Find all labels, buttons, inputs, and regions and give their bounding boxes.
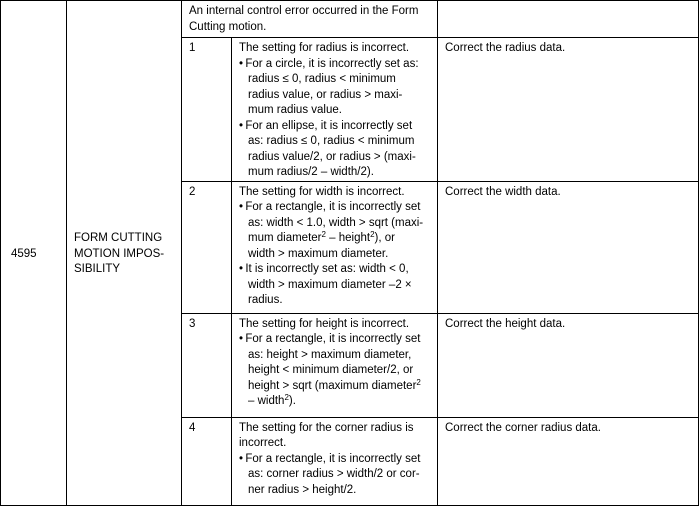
cause-description-cell (232, 38, 438, 182)
bullet-line-mid: – height (325, 232, 371, 244)
bullet-line: ner radius > height/2. (248, 483, 357, 496)
bullet-line: It is incorrectly set as: width < 0, (245, 263, 409, 275)
remedy-text: Correct the width data. (445, 185, 561, 198)
cause-number-cell (182, 181, 232, 313)
cause-bullet (239, 200, 433, 262)
bullet-line: radius ≤ 0, radius < minimum (248, 73, 396, 85)
cause-title: The setting for height is incorrect. (239, 317, 410, 330)
summary-row (1, 1, 699, 38)
cause-title: The setting for width is incorrect. (239, 185, 405, 198)
error-summary-cell (182, 1, 438, 38)
remedy-text: Correct the radius data. (445, 42, 566, 54)
bullet-line: For an ellipse, it is incorrectly set (245, 119, 413, 132)
superscript: 2 (284, 393, 289, 402)
error-name-line: SIBILITY (74, 263, 121, 275)
bullet-line-pre: height > sqrt (maximum diameter (248, 379, 417, 392)
bullet-icon: • (239, 263, 246, 275)
bullet-line: as: corner radius > width/2 or cor- (248, 468, 420, 480)
superscript: 2 (321, 230, 326, 239)
bullet-line-pre: – width (248, 395, 285, 407)
cause-description-cell (232, 417, 438, 505)
remedy-text: Correct the corner radius data. (445, 421, 601, 434)
bullet-line: as: width < 1.0, width > sqrt (maxi- (248, 216, 424, 229)
remedy-cell (438, 417, 699, 505)
cause-title: The setting for radius is incorrect. (239, 42, 410, 54)
bullet-line: as: height > maximum diameter, (248, 348, 412, 361)
superscript: 2 (370, 230, 375, 239)
bullet-line-pre: mum diameter (248, 232, 322, 244)
error-code-cell (1, 1, 67, 506)
cause-bullet (239, 452, 433, 499)
bullet-line: For a rectangle, it is incorrectly set (245, 333, 421, 345)
cause-bullet (239, 119, 433, 181)
bullet-icon: • (239, 57, 246, 70)
cause-description-cell (232, 313, 438, 417)
error-name-line: MOTION IMPOS- (74, 247, 165, 260)
bullet-line: width > maximum diameter –2 × (248, 278, 412, 291)
bullet-line: mum radius value. (248, 104, 342, 116)
cause-bullet (239, 262, 433, 309)
cause-title: The setting for the corner radius is (239, 421, 414, 434)
bullet-line: radius value, or radius > maxi- (248, 88, 403, 101)
bullet-line: width > maximum diameter. (248, 247, 389, 260)
bullet-line: radius value/2, or radius > (maxi- (248, 150, 416, 163)
remedy-cell (438, 38, 699, 182)
bullet-line: mum radius/2 – width/2). (248, 166, 374, 178)
bullet-line-post: ), or (374, 232, 395, 244)
cause-number: 4 (189, 421, 196, 434)
bullet-line: as: radius ≤ 0, radius < minimum (248, 135, 415, 147)
error-summary-line: An internal control error occurred in the Form (189, 5, 419, 17)
remedy-cell (438, 181, 699, 313)
summary-remedy-cell (438, 1, 699, 38)
cause-number-cell (182, 313, 232, 417)
cause-bullet (239, 332, 433, 410)
bullet-icon: • (239, 333, 246, 345)
cause-number: 3 (189, 317, 196, 330)
bullet-icon: • (239, 201, 246, 213)
error-name-cell (67, 1, 182, 506)
bullet-icon: • (239, 119, 246, 132)
bullet-line: height < minimum diameter/2, or (248, 364, 414, 376)
bullet-icon: • (239, 452, 246, 465)
cause-number: 2 (189, 185, 196, 198)
remedy-text: Correct the height data. (445, 317, 566, 330)
remedy-cell (438, 313, 699, 417)
bullet-line-post: ). (288, 395, 296, 407)
cause-number-cell (182, 38, 232, 182)
bullet-line: For a circle, it is incorrectly set as: (245, 57, 419, 70)
error-name-line: FORM CUTTING (74, 232, 163, 244)
cause-bullet (239, 57, 433, 119)
cause-title: incorrect. (239, 437, 287, 449)
cause-description-cell (232, 181, 438, 313)
bullet-line: For a rectangle, it is incorrectly set (245, 201, 421, 213)
cause-number-cell (182, 417, 232, 505)
bullet-line: radius. (248, 294, 283, 306)
cause-number: 1 (189, 42, 196, 54)
error-code: 4595 (11, 247, 37, 260)
bullet-line: For a rectangle, it is incorrectly set (245, 452, 421, 465)
superscript: 2 (416, 377, 421, 387)
error-summary-line: Cutting motion. (189, 20, 267, 33)
